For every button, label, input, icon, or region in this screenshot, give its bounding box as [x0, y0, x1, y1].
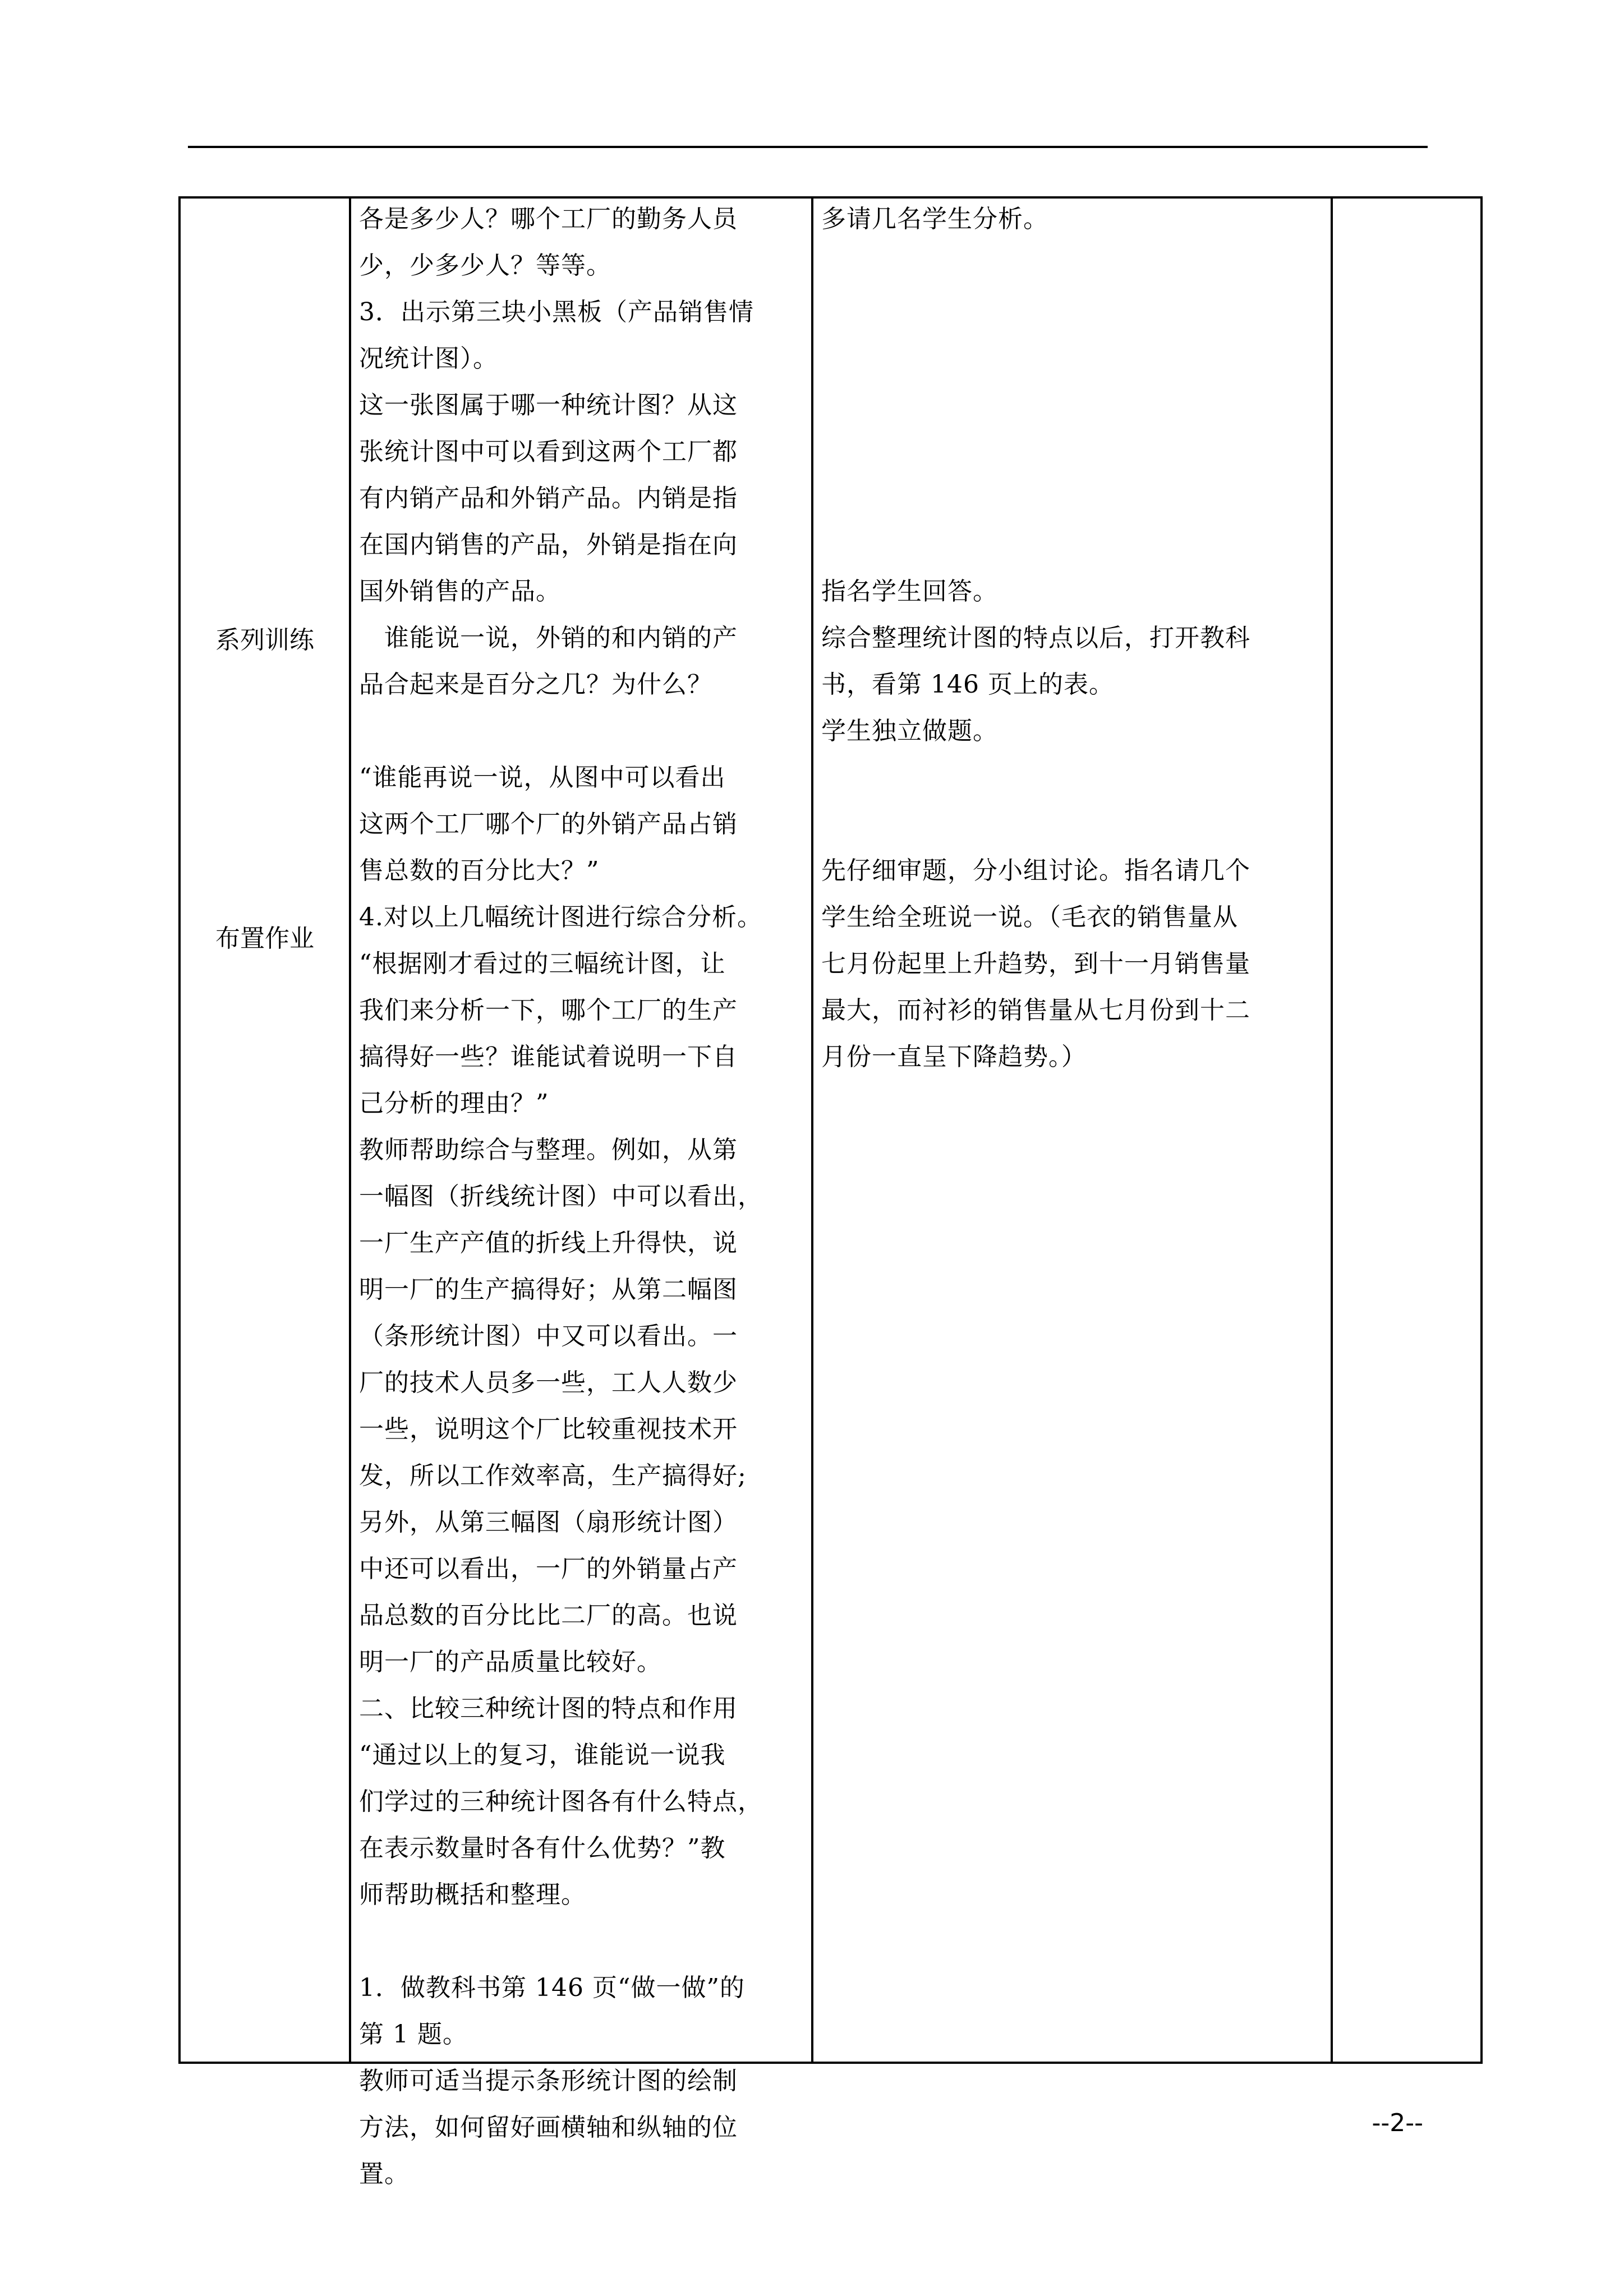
student-text-line: 学生给全班说一说。（毛衣的销售量从 [821, 903, 1238, 932]
teacher-text-line: 教师可适当提示条形统计图的绘制 [359, 2067, 738, 2095]
teacher-text-line: 各是多少人？哪个工厂的勤务人员 [359, 205, 738, 233]
teacher-text-line: 有内销产品和外销产品。内销是指 [359, 484, 738, 513]
student-text-line [821, 382, 1326, 428]
student-text-line [821, 428, 1326, 475]
student-text-line [821, 754, 1326, 801]
row-label-training: 系列训练 [215, 626, 314, 654]
student-text-line [821, 522, 1326, 568]
teacher-text-line: 张统计图中可以看到这两个工厂都 [359, 437, 738, 466]
student-text-line: 学生独立做题。 [821, 717, 998, 745]
teacher-text-line: 售总数的百分比大？” [359, 856, 600, 885]
teacher-text-line: 置。 [359, 2160, 410, 2188]
teacher-text-line [359, 1918, 808, 1965]
teacher-text-line: “谁能再说一说，从图中可以看出 [359, 763, 726, 792]
student-text-line: 月份一直呈下降趋势。） [821, 1043, 1087, 1071]
student-text-line: 综合整理统计图的特点以后，打开教科 [821, 624, 1250, 652]
teacher-text-line: “根据刚才看过的三幅统计图，让 [359, 949, 726, 978]
teacher-text-line: 厂的技术人员多一些，工人人数少 [359, 1368, 738, 1397]
teacher-text-line: 明一厂的生产搞得好；从第二幅图 [359, 1275, 738, 1304]
header-rule [188, 146, 1428, 148]
teacher-text-line: 发，所以工作效率高，生产搞得好; [359, 1461, 747, 1490]
teacher-text-line: 明一厂的产品质量比较好。 [359, 1648, 662, 1676]
student-text-line: 七月份起里上升趋势，到十一月销售量 [821, 949, 1250, 978]
teacher-text-line: （条形统计图）中又可以看出。一 [359, 1322, 738, 1350]
student-activity-column [821, 196, 1326, 1080]
column-divider-2 [811, 199, 813, 2062]
student-text-line: 指名学生回答。 [821, 577, 998, 606]
student-text-line [821, 289, 1326, 335]
lesson-table [178, 196, 1483, 2188]
student-text-line: 书，看第 146 页上的表。 [821, 670, 1114, 699]
student-text-line [821, 335, 1326, 382]
teacher-text-line: 况统计图）。 [359, 344, 498, 373]
column-divider-3 [1331, 199, 1333, 2062]
teacher-text-line: 在国内销售的产品，外销是指在向 [359, 531, 738, 559]
teacher-text-line: 在表示数量时各有什么优势？”教 [359, 1834, 726, 1862]
teacher-text-line: 国外销售的产品。 [359, 577, 561, 606]
teacher-text-line: 们学过的三种统计图各有什么特点， [359, 1787, 763, 1816]
teacher-text-line: 品合起来是百分之几？为什么？ [359, 670, 712, 699]
teacher-text-line: 搞得好一些？谁能试着说明一下自 [359, 1043, 738, 1071]
teacher-text-line: 4.对以上几幅统计图进行综合分析。 [359, 903, 762, 932]
teacher-text-line: 3．出示第三块小黑板（产品销售情 [359, 298, 754, 326]
teacher-text-line: 这一张图属于哪一种统计图？从这 [359, 391, 738, 419]
page-number: --2-- [1372, 2109, 1423, 2137]
teacher-text-line: 一些，说明这个厂比较重视技术开 [359, 1415, 738, 1444]
teacher-text-line: 一厂生产产值的折线上升得快，说 [359, 1229, 738, 1257]
teacher-text-line: 这两个工厂哪个厂的外销产品占销 [359, 810, 738, 838]
teacher-text-line: 师帮助概括和整理。 [359, 1880, 586, 1909]
teacher-text-line: 1．做教科书第 146 页“做一做”的 [359, 1974, 745, 2002]
teacher-text-line: 品总数的百分比比二厂的高。也说 [359, 1601, 738, 1630]
teacher-text-line: 另外，从第三幅图（扇形统计图） [359, 1508, 738, 1537]
teacher-text-line: 二、比较三种统计图的特点和作用 [359, 1694, 738, 1723]
teacher-text-line: 己分析的理由？” [359, 1089, 549, 1118]
teacher-text-line: 一幅图（折线统计图）中可以看出， [359, 1182, 763, 1211]
student-text-line [821, 242, 1326, 289]
student-text-line: 多请几名学生分析。 [821, 205, 1048, 233]
teacher-text-line: 谁能说一说，外销的和内销的产 [359, 624, 738, 652]
student-text-line: 最大，而衬衫的销售量从七月份到十二 [821, 996, 1250, 1025]
student-text-line [821, 475, 1326, 522]
teacher-text-line: 方法，如何留好画横轴和纵轴的位 [359, 2113, 738, 2142]
column-divider-1 [349, 199, 351, 2062]
teacher-text-line: 中还可以看出，一厂的外销量占产 [359, 1555, 738, 1583]
teacher-activity-column [359, 196, 808, 2197]
student-text-line [821, 801, 1326, 847]
row-label-homework: 布置作业 [215, 924, 314, 953]
teacher-text-line: 我们来分析一下，哪个工厂的生产 [359, 996, 738, 1025]
teacher-text-line: 少，少多少人？等等。 [359, 251, 611, 280]
teacher-text-line: 第 1 题。 [359, 2020, 468, 2049]
teacher-text-line: 教师帮助综合与整理。例如，从第 [359, 1136, 738, 1164]
teacher-text-line: “通过以上的复习，谁能说一说我 [359, 1741, 726, 1769]
teacher-text-line [359, 708, 808, 754]
student-text-line: 先仔细审题，分小组讨论。指名请几个 [821, 856, 1250, 885]
